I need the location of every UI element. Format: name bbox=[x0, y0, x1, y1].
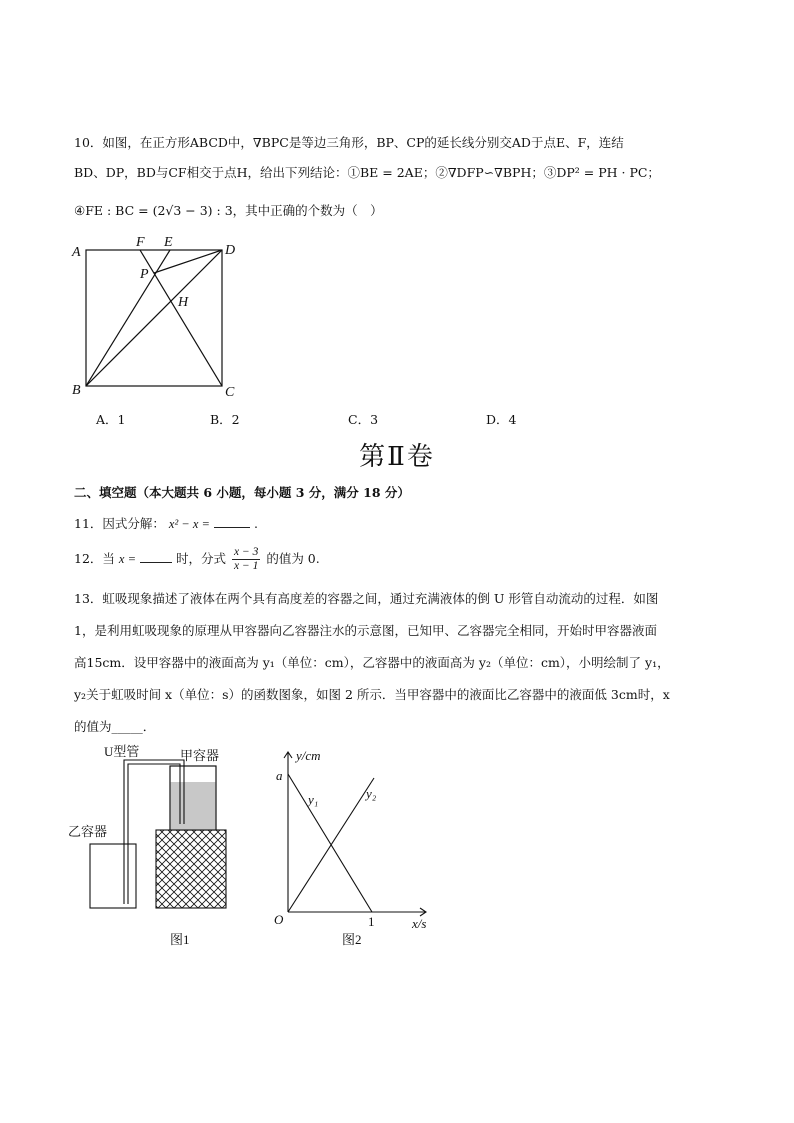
series-y2 bbox=[288, 778, 374, 912]
line-be bbox=[86, 250, 170, 386]
label-p: P bbox=[140, 267, 149, 282]
tick-one: 1 bbox=[368, 914, 375, 929]
label-jia: 甲容器 bbox=[180, 748, 220, 763]
q13-figure1-siphon bbox=[66, 744, 246, 954]
choice-a[interactable]: A．1 bbox=[96, 412, 126, 427]
label-origin: O bbox=[274, 912, 284, 927]
q13-figure2-graph bbox=[266, 744, 446, 954]
label-y-axis: y/cm bbox=[296, 748, 321, 763]
fill-heading: 二、填空题（本大题共 6 小题，每小题 3 分，满分 18 分） bbox=[74, 485, 410, 500]
q12-mid: 时，分式 bbox=[175, 551, 226, 566]
container-yi bbox=[90, 844, 136, 908]
q13-line3: 高15cm．设甲容器中的液面高为 y₁（单位：cm），乙容器中的液面高为 y₂（单位：cm），小明绘制了 y₁， bbox=[74, 655, 670, 670]
choice-b[interactable]: B．2 bbox=[210, 412, 240, 427]
line-dp bbox=[154, 250, 222, 273]
q11-prefix: 11．因式分解： bbox=[74, 516, 165, 531]
label-b: B bbox=[72, 383, 81, 398]
line-cf bbox=[140, 250, 222, 386]
q12-prefix: 12．当 bbox=[74, 551, 115, 566]
q11-answer-blank[interactable] bbox=[214, 514, 250, 528]
label-y1: y₁ bbox=[308, 792, 319, 807]
label-d: D bbox=[225, 243, 236, 258]
q13-line5: 的值为_____． bbox=[74, 719, 156, 734]
label-a: A bbox=[72, 245, 81, 260]
label-u-tube: U型管 bbox=[104, 744, 140, 759]
label-c: C bbox=[225, 385, 235, 400]
q12-numerator: x − 3 bbox=[233, 546, 259, 558]
label-a: a bbox=[276, 768, 283, 783]
q13-line2: 1，是利用虹吸现象的原理从甲容器向乙容器注水的示意图，已知甲、乙容器完全相同，开始时甲容器液面 bbox=[74, 623, 657, 638]
label-x-axis: x/s bbox=[412, 916, 427, 931]
q12-var: x = bbox=[118, 552, 136, 566]
q12-suffix: 的值为 0. bbox=[266, 551, 320, 566]
label-yi: 乙容器 bbox=[68, 824, 108, 839]
line-bd bbox=[86, 250, 222, 386]
q13-line1: 13．虹吸现象描述了液体在两个具有高度差的容器之间，通过充满液体的倒 U 形管自动流动的过程．如图 bbox=[74, 591, 659, 606]
q11-suffix: . bbox=[253, 516, 258, 531]
label-h: H bbox=[178, 295, 189, 310]
q10-line2: BD、DP，BD与CF相交于点H，给出下列结论：①BE = 2AE；②∇DFP∽∇BPH；③DP² = PH · PC； bbox=[74, 165, 660, 180]
q11 bbox=[74, 514, 258, 533]
caption-fig2: 图2 bbox=[342, 932, 362, 947]
caption-fig1: 图1 bbox=[170, 932, 190, 947]
choice-c[interactable]: C．3 bbox=[348, 412, 379, 427]
section-title: 第Ⅱ卷 bbox=[359, 442, 435, 472]
choice-d[interactable]: D．4 bbox=[486, 412, 517, 427]
q10-line1: 10．如图，在正方形ABCD中，∇BPC是等边三角形，BP、CP的延长线分别交AD于点E、F，连结 bbox=[74, 135, 624, 150]
label-e: E bbox=[164, 235, 173, 250]
jia-liquid bbox=[170, 782, 216, 830]
q10-square-figure bbox=[68, 232, 248, 402]
q11-expr: x² − x = bbox=[168, 517, 210, 531]
series-y1 bbox=[288, 774, 372, 912]
label-f: F bbox=[136, 235, 145, 250]
q12-denominator: x − 1 bbox=[233, 560, 259, 572]
q13-line4: y₂关于虹吸时间 x（单位：s）的函数图象，如图 2 所示．当甲容器中的液面比乙容器中的液面低 3cm时，x bbox=[74, 687, 670, 702]
q12-answer-blank[interactable] bbox=[140, 549, 172, 563]
q12 bbox=[74, 544, 320, 574]
label-y2: y₂ bbox=[366, 786, 377, 801]
q10-line3: ④FE : BC = (2√3 − 3) : 3，其中正确的个数为（ ） bbox=[74, 203, 383, 218]
q12-fraction bbox=[232, 546, 260, 573]
pedestal bbox=[156, 830, 226, 908]
